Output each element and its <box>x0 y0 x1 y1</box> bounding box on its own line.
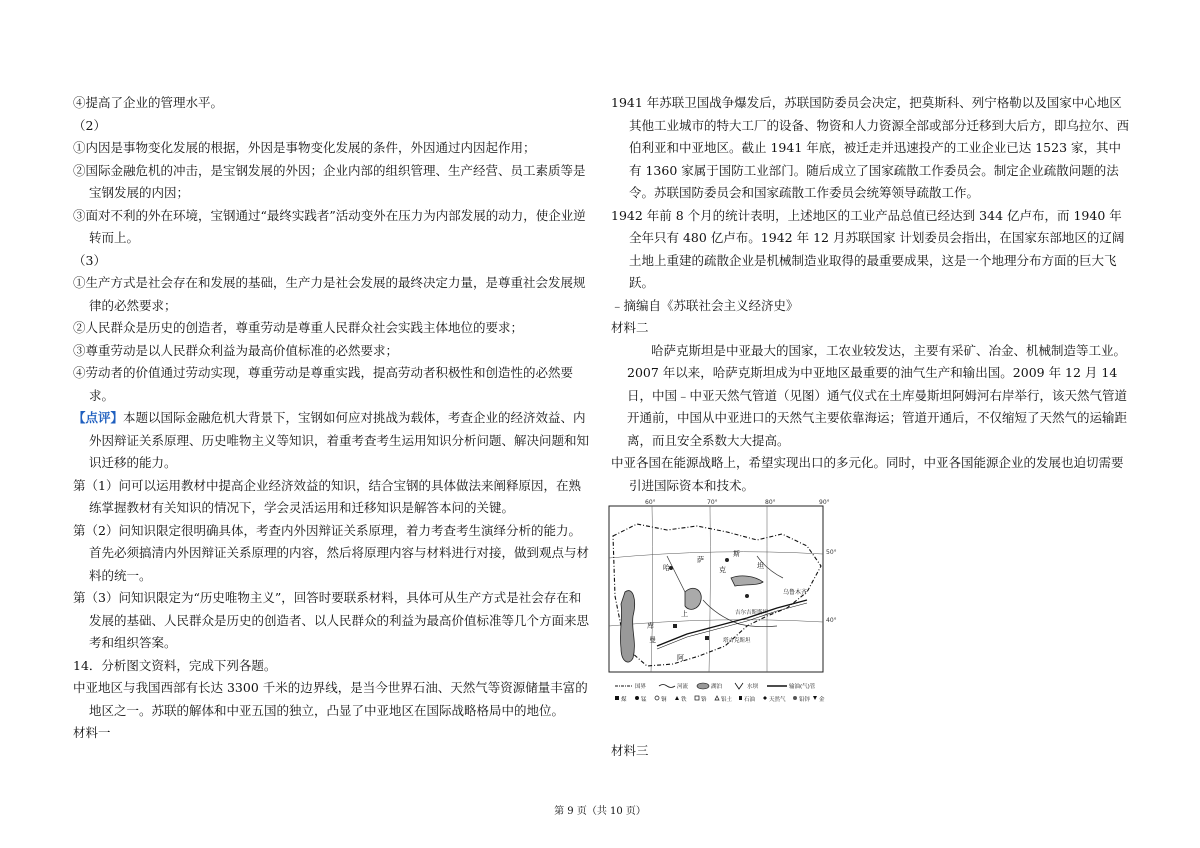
caspian-sea <box>620 591 634 662</box>
material-1-label: 材料一 <box>73 725 111 740</box>
answer-part-heading: （3） <box>73 252 106 268</box>
lat-label: 40° <box>826 617 837 624</box>
legend-bauxite-symbol <box>715 696 719 700</box>
map-place-label: 坦 <box>757 562 764 570</box>
material-1-source: ﹣摘编自《苏联社会主义经济史》 <box>611 297 799 313</box>
legend-label: 金 <box>819 697 825 703</box>
legend-label: 铜 <box>661 697 667 703</box>
lon-label: 70° <box>707 499 718 506</box>
answer-line: ①内因是事物变化发展的根据，外因是事物变化发展的条件，外因通过内因起作用； <box>73 140 536 155</box>
resource-marker <box>705 636 709 640</box>
legend-dam-symbol <box>735 683 743 689</box>
legend-gas-symbol <box>763 696 767 700</box>
lon-label: 60° <box>645 499 656 506</box>
legend-label: 国界 <box>635 684 647 690</box>
comment-paragraph <box>73 407 589 475</box>
legend-lake-symbol <box>697 683 709 689</box>
answer-line: ④劳动者的价值通过劳动实现，尊重劳动是尊重实践，提高劳动者积极性和创造性的必然要求。 <box>73 365 574 403</box>
legend-oil-symbol <box>739 696 742 700</box>
map-place-label: 哈 <box>663 564 670 572</box>
answer-line: ②人民群众是历史的创造者，尊重劳动是尊重人民群众社会实践主体地位的要求； <box>73 320 524 335</box>
legend-label: 铁 <box>681 697 687 703</box>
answer-line: ④提高了企业的管理水平。 <box>73 95 224 110</box>
map-place-label: 库 <box>647 622 654 630</box>
resource-marker <box>745 594 749 598</box>
map-place-label: 萨 <box>697 556 704 564</box>
question-3-analysis: 第（3）问知识限定为“历史唯物主义”，回答时要联系材料，具体可从生产方式是社会存在和发展的基础、人民群众是历史的创造者、以人民群众的利益为最高价值标准等几个方面来思考和组织答案。 <box>73 590 590 650</box>
map-place-label: 斯 <box>733 550 740 558</box>
map-place-label: 曼 <box>649 636 656 644</box>
legend-label: 湖泊 <box>711 684 723 690</box>
legend-label: 水坝 <box>747 684 759 690</box>
legend-river-symbol <box>659 685 675 688</box>
answer-part-heading: （2） <box>73 117 106 133</box>
question-1-analysis: 第（1）问可以运用教材中提高企业经济效益的知识，结合宝钢的具体做法来阐释原因，在熟练掌握教材有关知识的情况下，学会灵活运用和迁移知识是解答本问的关键。 <box>73 477 581 515</box>
legend-label: 铬 <box>701 697 707 703</box>
legend-gold-symbol <box>813 696 817 700</box>
right-column <box>611 92 1133 497</box>
material-3-label: 材料三 <box>611 743 649 758</box>
legend-lead-zinc-symbol <box>793 696 797 700</box>
question-14-intro: 中亚地区与我国西部有长达 3300 千米的边界线，是当今世界石油、天然气等资源储量丰富的 地区之一。苏联的解体和中亚五国的独立，凸显了中亚地区在国际战略格局中的地位。 <box>73 680 588 718</box>
lon-label: 90° <box>819 499 830 506</box>
legend-chrome-symbol <box>695 696 699 700</box>
material-2-paragraph-1: 哈萨克斯坦是中亚最大的国家，工农业较发达，主要有采矿、冶金、机械制造等工业。2007 年以来，哈萨克斯坦成为中亚地区最重要的油气生产和输出国。2009 年 12 月 14 日，中国﹣中亚天然气管道（见图）通气仪式在土库曼斯坦阿姆河右岸举行，该天然气管道开通前，中国从中亚进口的天然气主要依靠海运；管道开通后，不仅缩短了天然气的运输距离，而且安全系数大大提高。 <box>627 342 1128 448</box>
material-1-paragraph-1: 1941 年苏联卫国战争爆发后，苏联国防委员会决定，把莫斯科、列宁格勒以及国家中心地区其他工业城市的特大工厂的设备、物资和人力资源全部或部分迁移到大后方，即乌拉尔、西伯利亚和中亚地区。截止 1941 年底，被迁走并迅速投产的工业企业已达 1523 家，其中有 1360 家属于国防工业部门。随后成立了国家疏散工作委员会。制定企业疏散问题的法令。苏联国防委员会和国家疏散工作委员会统筹领导疏散工作。 <box>611 95 1130 200</box>
answer-line: ③尊重劳动是以人民群众利益为最高价值标准的必然要求； <box>73 342 399 358</box>
map-svg <box>607 496 853 708</box>
map-place-label: 塔吉克斯坦 <box>723 638 751 644</box>
legend-label: 河流 <box>677 684 689 690</box>
comment-tag: 【点评】 <box>73 410 124 425</box>
central-asia-pipeline-map <box>607 496 853 708</box>
resource-marker <box>673 624 677 628</box>
legend-iron-symbol <box>675 696 679 700</box>
legend-label: 天然气 <box>769 697 786 703</box>
material-1-paragraph-2: 1942 年前 8 个月的统计表明，上述地区的工业产品总值已经达到 344 亿卢布，而 1940 年全年只有 480 亿卢布。1942 年 12 月苏联国家 计划委员会指出，在国家东部地区的辽阔土地上重建的疏散企业是机械制造业取得的最重要成果，这是一个地理分布方面的巨大飞跃。 <box>611 207 1125 290</box>
legend-label: 输油(气)管 <box>789 684 816 690</box>
material-2-paragraph-2: 中亚各国在能源战略上，希望实现出口的多元化。同时，中亚各国能源企业的发展也迫切需要引进国际资本和技术。 <box>611 455 1124 493</box>
left-column <box>73 92 589 745</box>
question-2-analysis: 第（2）问知识限定很明确具体，考查内外因辩证关系原理，着力考查考生演绎分析的能力。首先必须搞清内外因辩证关系原理的内容，然后将原理内容与材料进行对接，做到观点与材料的统一。 <box>73 522 590 583</box>
page-footer: 第 9 页（共 10 页） <box>554 806 646 817</box>
map-place-label: 吉尔吉斯斯坦 <box>735 610 769 616</box>
resource-marker <box>725 558 729 562</box>
material-2-label: 材料二 <box>611 320 649 335</box>
map-place-label: 上 <box>681 610 688 618</box>
lon-label: 80° <box>765 499 776 506</box>
legend-copper-symbol <box>655 696 659 700</box>
answer-line: ②国际金融危机的冲击，是宝钢发展的外因；企业内部的组织管理、生产经营、员工素质等是宝钢发展的内因； <box>73 162 586 200</box>
lat-label: 50° <box>826 549 837 556</box>
legend-coal-symbol <box>615 696 619 700</box>
question-14-heading: 14．分析图文资料，完成下列各题。 <box>73 657 277 673</box>
legend-label: 煤 <box>621 697 627 703</box>
map-place-label: 乌鲁木齐 <box>783 589 808 596</box>
answer-line: ①生产方式是社会存在和发展的基础，生产力是社会发展的最终决定力量，是尊重社会发展规律的必然要求； <box>73 275 586 313</box>
map-place-label: 克 <box>719 566 726 574</box>
legend-label: 锰 <box>641 697 647 703</box>
legend-label: 铅锌 <box>799 697 811 703</box>
comment-text: 本题以国际金融危机大背景下，宝钢如何应对挑战为载体，考查企业的经济效益、内外因辩证关系原理、历史唯物主义等知识，着重考查考生运用知识分析问题、解决问题和知识迁移的能力。 <box>89 410 590 470</box>
legend-label: 石油 <box>744 697 756 703</box>
map-place-label: 阿 <box>677 654 684 662</box>
legend-manganese-symbol <box>635 696 639 700</box>
answer-line: ③面对不利的外在环境，宝钢通过“最终实践者”活动变外在压力为内部发展的动力，使企业逆转而上。 <box>73 207 586 245</box>
legend-label: 铝土 <box>721 697 733 703</box>
